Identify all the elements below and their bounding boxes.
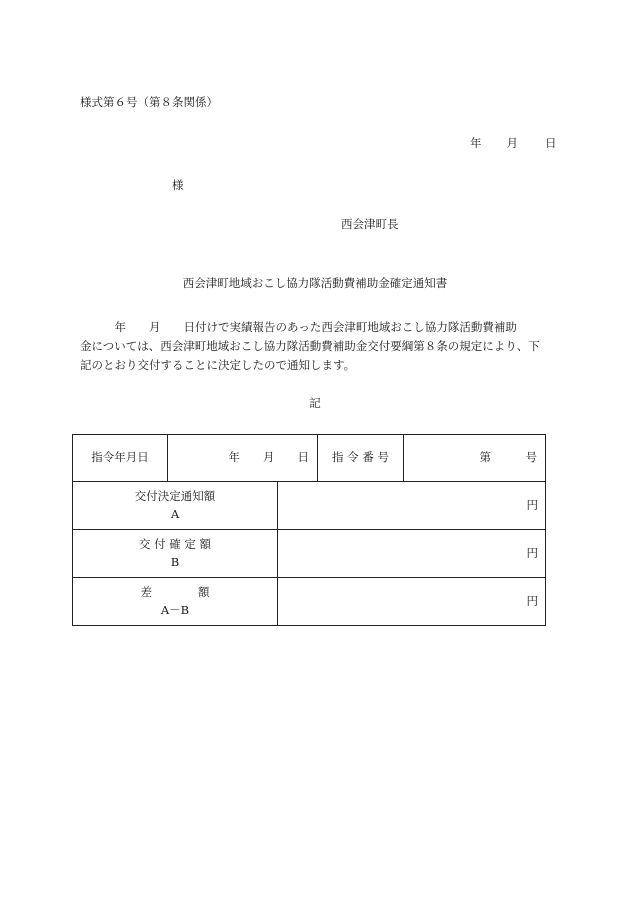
amount-symbol: B <box>170 554 180 569</box>
yen-unit: 円 <box>526 497 538 512</box>
amount-label: 交付決定通知額 <box>134 488 216 503</box>
order-number-label: 指 令 番 号 <box>318 435 404 482</box>
amount-symbol: A <box>170 506 180 521</box>
amount-value-cell <box>278 482 546 530</box>
date-month: 月 <box>506 136 518 150</box>
notice-body <box>80 318 556 375</box>
amount-value-cell <box>278 530 546 578</box>
order-date-value: 年 月 日 <box>168 435 318 482</box>
amount-value-cell <box>278 578 546 626</box>
body-line-2: 金については、西会津町地域おこし協力隊活動費補助金交付要綱第８条の規定により、下 <box>80 339 540 353</box>
amount-label-cell <box>73 482 278 530</box>
body-line-1: 年 月 日付けで実績報告のあった西会津町地域おこし協力隊活動費補助 <box>80 320 517 334</box>
order-number-value: 第 号 <box>404 435 546 482</box>
amount-label: 差 額 <box>140 584 210 599</box>
order-row <box>73 435 546 482</box>
record-table <box>72 434 546 626</box>
record-heading: 記 <box>309 396 321 410</box>
document-title: 西会津町地域おこし協力隊活動費補助金確定通知書 <box>182 276 448 290</box>
amount-label-cell <box>73 530 278 578</box>
table-row <box>73 482 546 530</box>
date-year: 年 <box>470 136 482 150</box>
table-row <box>73 530 546 578</box>
yen-unit: 円 <box>526 545 538 560</box>
form-number: 様式第６号（第８条関係） <box>80 95 218 109</box>
issuer-name: 西会津町長 <box>341 217 399 231</box>
body-line-3: 記のとおり交付することに決定したので通知します。 <box>80 358 356 372</box>
issue-date <box>470 138 557 150</box>
amount-label: 交 付 確 定 額 <box>138 536 212 551</box>
order-date-label: 指令年月日 <box>73 435 168 482</box>
amount-label-cell <box>73 578 278 626</box>
amount-symbol: A－B <box>160 602 190 617</box>
yen-unit: 円 <box>526 593 538 608</box>
date-day: 日 <box>545 136 557 150</box>
addressee: 様 <box>172 178 184 192</box>
table-row <box>73 578 546 626</box>
